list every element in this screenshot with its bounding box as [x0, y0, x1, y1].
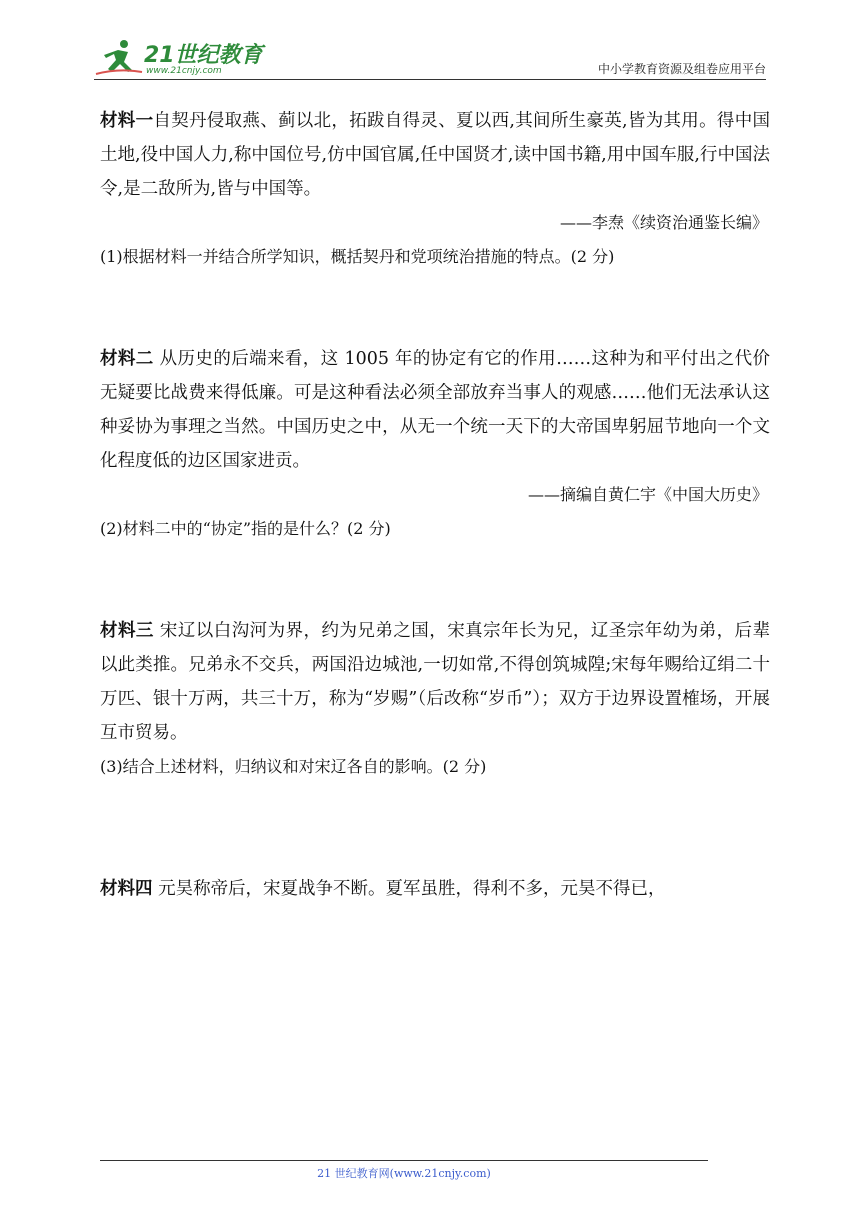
material-3-paragraph — [100, 614, 770, 750]
question-3: (3)结合上述材料，归纳议和对宋辽各自的影响。(2 分) — [100, 757, 487, 776]
material-4-text: 元昊称帝后，宋夏战争不断。夏军虽胜，得利不多，元昊不得已， — [152, 879, 666, 899]
material-1-label: 材料一 — [100, 111, 154, 131]
material-2-text: 从历史的后端来看，这 1005 年的协定有它的作用……这种为和平付出之代价无疑要比战费来得低廉。可是这种看法必须全部放弃当事人的观感……他们无法承认这种妥协为事理之当然。中国历史之中，从无一个统一天下的大帝国卑躬屈节地向一个文化程度低的边区国家进贡。 — [100, 349, 770, 471]
document-body — [100, 104, 770, 906]
material-1-text: 自契丹侵取燕、蓟以北，拓跋自得灵、夏以西,其间所生豪英,皆为其用。得中国土地,役中国人力,称中国位号,仿中国官属,任中国贤才,读中国书籍,用中国车服,行中国法令,是二敌所为,皆与中国等。 — [100, 111, 771, 199]
site-logo[interactable] — [94, 36, 264, 80]
page-header — [94, 36, 766, 80]
platform-tagline: 中小学教育资源及组卷应用平台 — [597, 62, 766, 76]
material-3-label: 材料三 — [100, 621, 154, 641]
question-2: (2)材料二中的“协定”指的是什么？(2 分) — [100, 519, 391, 538]
material-4-paragraph — [100, 872, 770, 906]
material-4-label: 材料四 — [100, 879, 153, 899]
header-divider — [94, 79, 766, 80]
material-2-source: ——摘编自黄仁宇《中国大历史》 — [527, 485, 768, 504]
question-1: (1)根据材料一并结合所学知识，概括契丹和党项统治措施的特点。(2 分) — [100, 247, 615, 266]
logo-url: www.21cnjy.com — [146, 66, 222, 76]
footer-link[interactable]: 21 世纪教育网(www.21cnjy.com) — [317, 1167, 491, 1180]
runner-logo-icon — [94, 38, 144, 78]
material-2-label: 材料二 — [100, 349, 154, 369]
logo-text: 21世纪教育 — [144, 43, 263, 68]
material-1-paragraph — [100, 104, 770, 206]
material-2-paragraph — [100, 342, 770, 478]
material-3-text: 宋辽以白沟河为界，约为兄弟之国，宋真宗年长为兄，辽圣宗年幼为弟，后辈以此类推。兄弟永不交兵，两国沿边城池,一切如常,不得创筑城隍;宋每年赐给辽绢二十万匹、银十万两，共三十万，称为“岁赐”（后改称“岁币”）；双方于边界设置榷场，开展互市贸易。 — [100, 621, 770, 743]
footer-divider — [100, 1160, 708, 1161]
material-1-source: ——李焘《续资治通鉴长编》 — [559, 213, 768, 232]
